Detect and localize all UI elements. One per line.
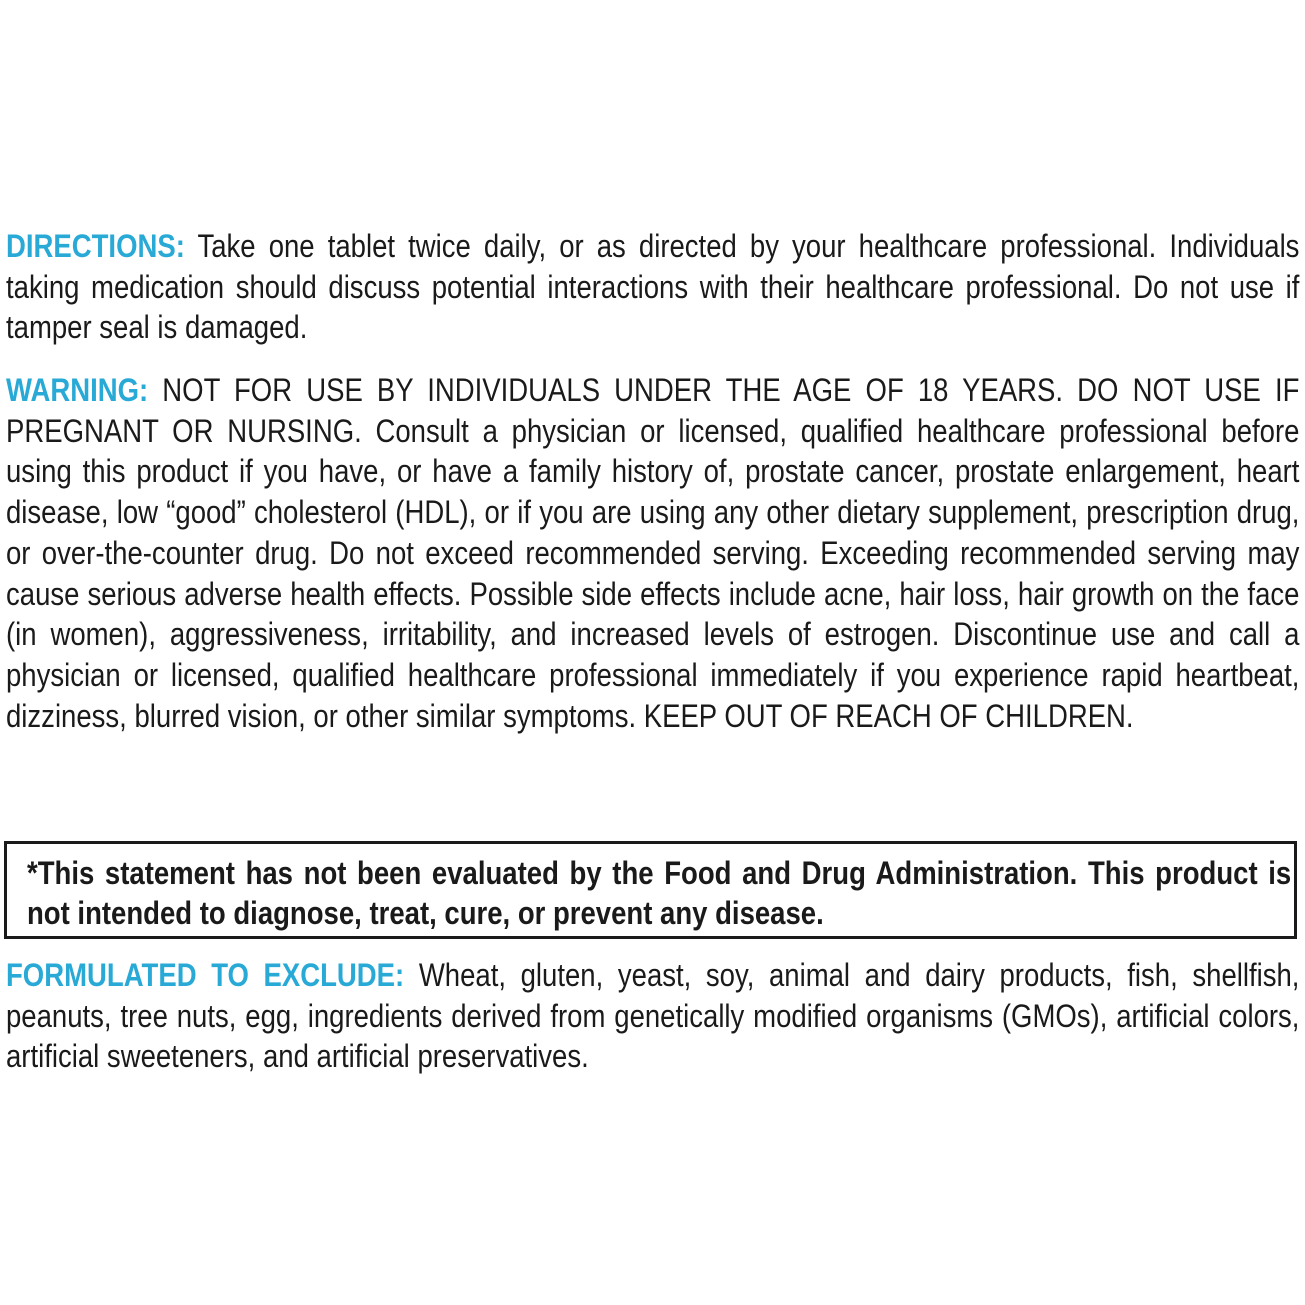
directions-paragraph: [6, 226, 1299, 348]
warning-heading: WARNING:: [6, 372, 149, 408]
exclude-text: Wheat, gluten, yeast, soy, animal and dairy products, fish, shellfish, peanuts, tree nuts, egg, ingredients derived from genetically modified organisms (GMOs), artificial colors, artificial sweeteners, and artificial preservatives.: [6, 957, 1300, 1075]
warning-paragraph: [6, 370, 1299, 736]
directions-text: Take one tablet twice daily, or as directed by your healthcare professional. Individuals taking medication should discuss potential interactions with their healthcare professional. Do not use if tamper seal is damaged.: [6, 228, 1300, 346]
directions-heading: DIRECTIONS:: [6, 228, 185, 264]
fda-disclaimer-box: [4, 841, 1297, 939]
fda-disclaimer-text: *This statement has not been evaluated by the Food and Drug Administration. This product is not intended to diagnose, treat, cure, or prevent any disease.: [27, 855, 1292, 931]
exclude-heading: FORMULATED TO EXCLUDE:: [6, 957, 405, 993]
formulated-to-exclude-paragraph: [6, 955, 1299, 1077]
warning-text: NOT FOR USE BY INDIVIDUALS UNDER THE AGE OF 18 YEARS. DO NOT USE IF PREGNANT OR NURSING. Consult a physician or licensed, qualified healthcare professional before using this product if you have, or have a family history of, prostate cancer, prostate enlargement, heart disease, low “good” cholesterol (HDL), or if you are using any other dietary supplement, prescription drug, or over-the-counter drug. Do not exceed recommended serving. Exceeding recommended serving may cause serious adverse health effects. Possible side effects include acne, hair loss, hair growth on the face (in women), aggressiveness, irritability, and increased levels of estrogen. Discontinue use and call a physician or licensed, qualified healthcare professional immediately if you experience rapid heartbeat, dizziness, blurred vision, or other similar symptoms. KEEP OUT OF REACH OF CHILDREN.: [6, 372, 1300, 734]
